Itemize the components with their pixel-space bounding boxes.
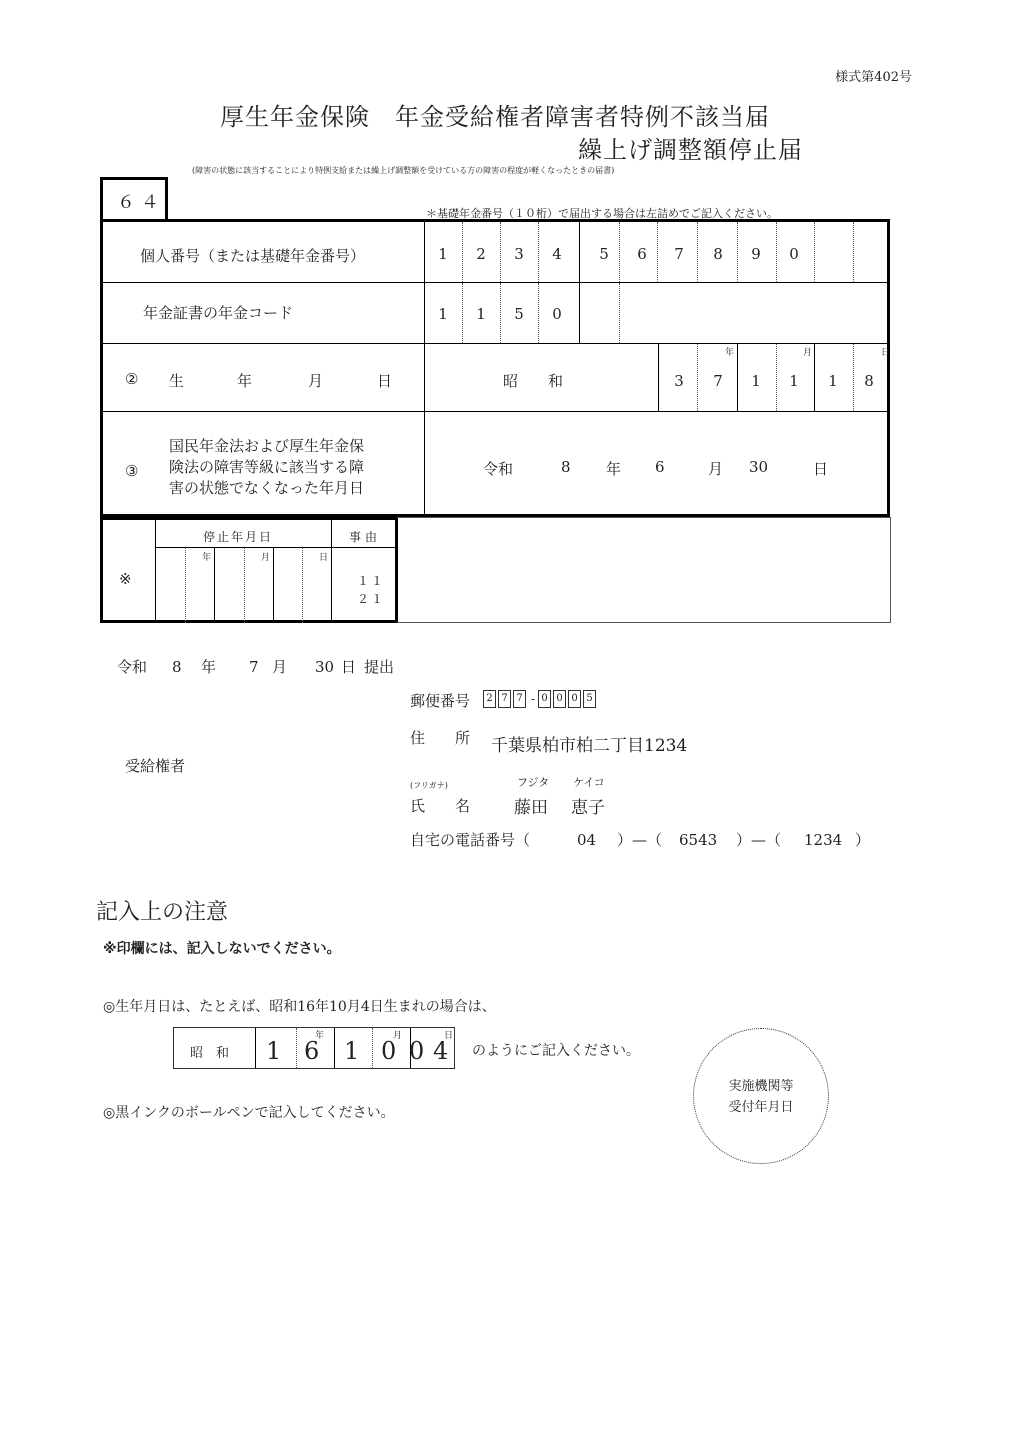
example-digit: 0 (409, 1037, 425, 1065)
personal-number-label: 個人番号（または基礎年金番号） (140, 247, 366, 265)
furigana-last-name: フジタ (517, 776, 550, 789)
pension-code-digit: 1 (438, 305, 448, 323)
personal-number-digit: 9 (751, 245, 761, 263)
personal-number-digit: 8 (713, 245, 723, 263)
disability-era: 令和 (483, 460, 514, 478)
last-name[interactable]: 藤田 (514, 798, 548, 818)
birth-day-mark: 日 (881, 348, 891, 358)
form-title-line1: 厚生年金保険 年金受給権者障害者特例不該当届 (220, 103, 770, 131)
postal-dash: - (531, 691, 536, 706)
submission-month: 7 (249, 658, 259, 676)
birth-digit: 1 (828, 372, 838, 390)
disability-day: 30 (749, 458, 769, 476)
birth-month-mark: 月 (803, 348, 813, 358)
basic-pension-note: ＊基礎年金番号（１０桁）で届出する場合は左詰めでご記入ください。 (426, 207, 778, 220)
phone-separator: ）—（ (617, 831, 663, 849)
birth-digit: 8 (864, 372, 874, 390)
stop-date-header: 停止年月日 (203, 530, 274, 544)
birth-era: 昭 和 (503, 372, 564, 390)
personal-number-digit: 0 (789, 245, 799, 263)
birth-year-mark: 年 (725, 348, 735, 358)
phone-separator: ）—（ (736, 831, 782, 849)
stamp-line-2: 受付年月日 (728, 1100, 794, 1115)
example-digit: 6 (304, 1037, 320, 1065)
notes-ink-instruction: ◎黒インクのボールペンで記入してください。 (103, 1105, 395, 1121)
furigana-label: (フリガナ) (410, 781, 448, 790)
disability-label-line: 険法の障害等級に該当する障 (169, 458, 365, 476)
pension-code-digit: 0 (552, 305, 562, 323)
form-title-line2: 繰上げ調整額停止届 (578, 136, 803, 164)
example-digit: 4 (433, 1037, 449, 1065)
disability-year-unit: 年 (606, 460, 622, 478)
birth-number: ② (125, 370, 139, 388)
postal-digit: 7 (498, 690, 511, 708)
office-use-mark: ※ (119, 570, 132, 588)
address-label: 住 所 (410, 729, 471, 747)
submission-day-unit: 日 (341, 658, 357, 676)
phone-end: ） (855, 831, 871, 849)
example-month-mark: 月 (393, 1031, 403, 1041)
reason-code-1: １１ (357, 574, 386, 588)
example-digit: 1 (266, 1037, 282, 1065)
personal-number-digit: 2 (476, 245, 486, 263)
example-digit: 0 (381, 1037, 397, 1065)
birth-digit: 1 (751, 372, 761, 390)
submission-year: 8 (172, 658, 182, 676)
stop-year-mark: 年 (202, 553, 212, 563)
example-year-mark: 年 (315, 1031, 325, 1041)
personal-number-digit: 6 (637, 245, 647, 263)
example-digit: 1 (344, 1037, 360, 1065)
stamp-line-1: 実施機関等 (728, 1079, 794, 1094)
pension-code-label: 年金証書の年金コード (143, 304, 294, 322)
example-era: 昭 和 (190, 1046, 230, 1061)
disability-year: 8 (561, 458, 571, 476)
personal-number-digit: 1 (438, 245, 448, 263)
birth-digit: 1 (789, 372, 799, 390)
notes-heading: 記入上の注意 (96, 900, 229, 925)
blank-area-box (397, 517, 891, 623)
disability-month-unit: 月 (708, 460, 724, 478)
phone-area-code[interactable]: 04 (577, 831, 597, 849)
reception-stamp-circle (693, 1028, 829, 1164)
birth-example-box (173, 1027, 455, 1069)
postal-code-label: 郵便番号 (410, 692, 471, 710)
first-name[interactable]: 恵子 (571, 798, 605, 818)
example-suffix: のようにご記入ください。 (472, 1043, 640, 1059)
pension-code-digit: 1 (476, 305, 486, 323)
form-subtitle: (障害の状態に該当することにより特例支給または繰上げ調整額を受けている方の障害の程度が軽くなったときの届書) (192, 166, 615, 175)
disability-day-unit: 日 (813, 460, 829, 478)
postal-digit: 7 (513, 690, 526, 708)
address-value[interactable]: 千葉県柏市柏二丁目1234 (491, 736, 688, 756)
postal-digit: 2 (483, 690, 496, 708)
postal-code-field[interactable] (483, 688, 598, 708)
birth-label-1: 生 (169, 372, 185, 390)
submission-day: 30 (315, 658, 335, 676)
reason-header: 事由 (349, 530, 382, 544)
birth-label-2: 年 (237, 372, 253, 390)
birth-label-3: 月 (308, 372, 324, 390)
birth-digit: 7 (713, 372, 723, 390)
phone-label: 自宅の電話番号（ (410, 831, 531, 849)
stop-month-mark: 月 (261, 553, 271, 563)
phone-exchange[interactable]: 6543 (679, 831, 718, 849)
disability-number: ③ (125, 462, 139, 480)
office-use-box (100, 517, 398, 623)
postal-digit: 0 (553, 690, 566, 708)
disability-label-line: 害の状態でなくなった年月日 (169, 479, 365, 497)
disability-month: 6 (655, 458, 665, 476)
personal-number-digit: 4 (552, 245, 562, 263)
disability-label (169, 436, 364, 499)
submission-year-unit: 年 (201, 658, 217, 676)
submission-month-unit: 月 (272, 658, 288, 676)
personal-number-digit: 3 (514, 245, 524, 263)
postal-digit: 0 (568, 690, 581, 708)
personal-number-digit: 5 (599, 245, 609, 263)
form-number: 様式第402号 (835, 70, 912, 85)
furigana-first-name: ケイコ (573, 776, 605, 789)
main-form-table (100, 219, 890, 517)
example-day-mark: 日 (444, 1031, 454, 1041)
postal-digit: 0 (538, 690, 551, 708)
recipient-label: 受給権者 (125, 757, 186, 775)
pension-code-digit: 5 (514, 305, 524, 323)
notes-birth-instruction: ◎生年月日は、たとえば、昭和16年10月4日生まれの場合は、 (103, 999, 496, 1015)
postal-digit: 5 (583, 690, 596, 708)
birth-label-4: 日 (377, 372, 393, 390)
birth-digit: 3 (674, 372, 684, 390)
personal-number-digit: 7 (674, 245, 684, 263)
stop-day-mark: 日 (319, 553, 329, 563)
phone-number[interactable]: 1234 (804, 831, 843, 849)
notes-office-use-warning: ※印欄には、記入しないでください。 (103, 941, 341, 957)
form-code-box: ６４ (100, 177, 168, 219)
submission-era: 令和 (117, 658, 148, 676)
submission-suffix: 提出 (364, 658, 395, 676)
disability-label-line: 国民年金法および厚生年金保 (169, 437, 365, 455)
name-label: 氏 名 (410, 797, 471, 815)
reason-code-2: ２１ (357, 592, 386, 606)
